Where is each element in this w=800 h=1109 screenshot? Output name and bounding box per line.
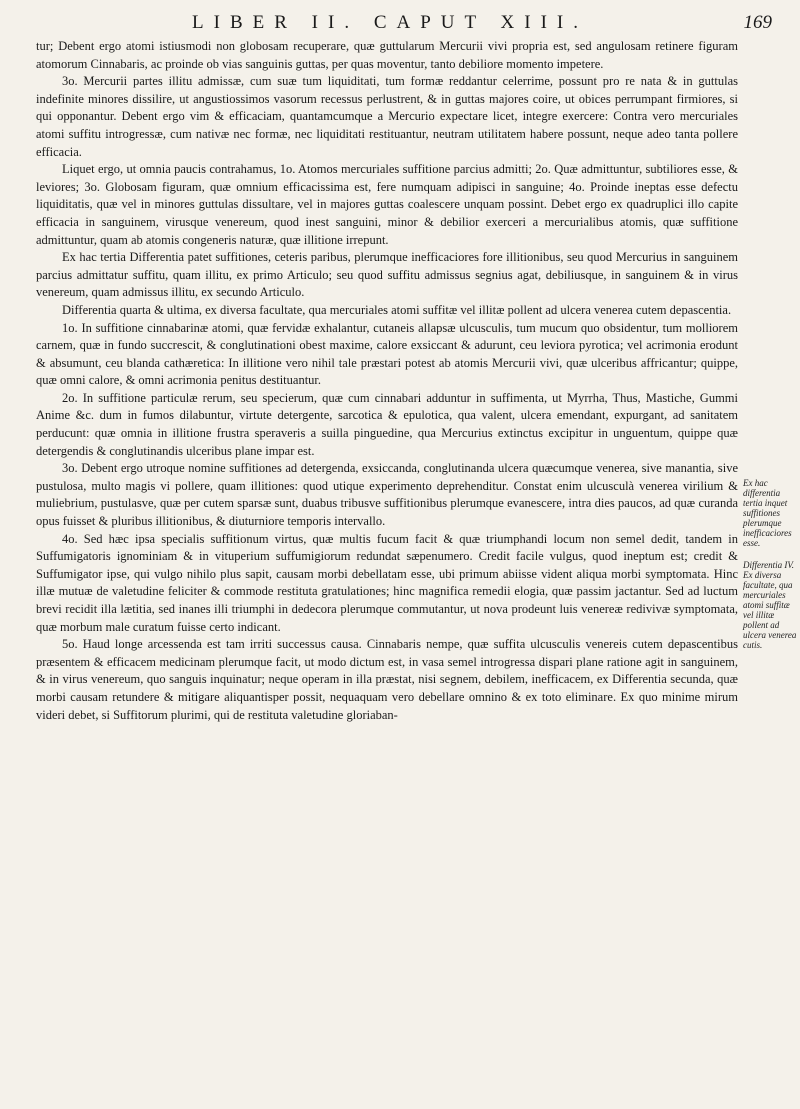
paragraph: Liquet ergo, ut omnia paucis contrahamus, 1o. Atomos mercuriales suffitione parcius admitti; 2o. Quæ admittuntur, subtiliores esse, & leviores; 3o. Globosam figuram, quæ omnium efficacissima est, fere numquam adipisci in sanguine; 4o. Proinde ineptas esse defectu liquiditatis, quæ vel in minores guttulas dissultare, vel in majores guttas coalescere unquam possint. Debet ergo ex quadruplici illo capite efficacia in sanguinem, virusque venereum, quod inest sanguini, minor & debilior exerceri a mercurialibus atomis, quæ suffitione admittuntur, quam ab atomis congeneris naturæ, quæ illitione irrepunt. [36, 162, 738, 247]
paragraph: Differentia quarta & ultima, ex diversa facultate, qua mercuriales atomi suffitæ vel illitæ pollent ad ulcera venerea cutem depascentia. [62, 302, 732, 317]
margin-note: Differentia IV. Ex diversa facultate, qua mercuriales atomi suffitæ vel illitæ pollent ad ulcera venerea cutis. [743, 560, 797, 650]
margin-note: Ex hac differentia tertia inquet suffitiones plerumque inefficaciores esse. [743, 478, 792, 548]
body-text [36, 38, 738, 724]
paragraph: 4o. Sed hæc ipsa specialis suffitionum virtus, quæ multis fucum facit & quæ triumphandi locum non semel dedit, tandem in Suffumigatoris ignominiam & in vituperium suffumigiorum redundat sæpenumero. Credit facile vulgus, quod ineptum est; credit & Suffumigator ipse, qui vulgo nihilo plus sapit, causam morbi debellatam esse, ubi primum abiisse vident aliqua morbi symptomata. Hinc illæ mutuæ de valetudine feliciter & commode restituta gratulationes; hinc magnifica remedii elogia, quæ passim jactantur. Sed ad luctum brevi recidit illa lætitia, sed inanes illi triumphi in dedecora plerumque commutantur, ut nova prodeunt luis venereæ redivivæ symptomata, quæ morbum male curatum fuisse certo indicant. [36, 531, 738, 634]
page-number: 169 [743, 12, 772, 33]
paragraph: 2o. In suffitione particulæ rerum, seu specierum, quæ cum cinnabari adduntur in suffimenta, ut Myrrha, Thus, Mastiche, Gummi Anime &c. dum in fumos dilabuntur, virtute detergente, sarcotica & epulotica, qua valent, ulcera emendant, expurgant, ad sanitatem perducunt: quæ omnia in illitione frustra speraveris a suilla pinguedine, qua Mercurius extinctus excipitur in unguentum, quippe quæ detergendis & conglutinandis ulceribus plane impar est. [36, 390, 738, 458]
running-head: LIBER II. CAPUT XIII. [192, 12, 588, 33]
paragraph: Ex hac tertia Differentia patet suffitiones, ceteris paribus, plerumque inefficaciores fore illitionibus, seu quod Mercurius in sanguinem parcius admittatur suffitu, quam illitu, ex primo Articulo; seu quod suffitu admissus segnius agat, debiliusque, in sanguinem & in virus venereum, quam admissus illitu, ex secundo Articulo. [36, 250, 738, 300]
paragraph: 1o. In suffitione cinnabarinæ atomi, quæ fervidæ exhalantur, cutaneis allapsæ ulcusculis, tum mucum quo obsidentur, tum molliorem carnem, quæ in fundo succrescit, & conglutinationi obest maxime, calore exsiccant & adurunt, ceu leviora pyrotica; vel acrimonia erodunt & absumunt, ceu blanda cathæretica: In illitione vero nihil tale præstari potest ab atomis Mercurii vivi, quæ ulceribus affricantur; quippe, quæ omni calore, & omni acrimonia penitus destituantur. [36, 320, 738, 388]
paragraph: 5o. Haud longe arcessenda est tam irriti successus causa. Cinnabaris nempe, quæ suffita ulcusculis venereis cutem depascentibus præsentem & efficacem medicinam plerumque facit, ut modo dictum est, in vasa semel introgressa dispari plane ratione agit in sanguinem, & in virus venereum, quo sanguis inquinatur; neque operam in illa præstat, nisi segnem, debilem, inefficacem, ex Differentia secunda, quæ morbi causam retundere & mitigare aliquantisper possit, nequaquam vero debellare omnino & ex toto eliminare. Ex quo minime mirum videri debet, si Suffitorum plurimi, qui de restituta valetudine gloriaban- [36, 637, 738, 722]
page-header [60, 12, 772, 38]
paragraph: tur; Debent ergo atomi istiusmodi non globosam recuperare, quæ guttularum Mercurii vivi propria est, sed angulosam retinere figuram atomorum Cinnabaris, ac proinde ob vias sanguinis guttas, per quas moventur, tanto debiliore momento impetere. [36, 39, 738, 71]
paragraph: 3o. Debent ergo utroque nomine suffitiones ad detergenda, exsiccanda, conglutinanda ulcera quæcumque venerea, sive manantia, sive pustulosa, multo magis vi pollere, quam illitiones: quod utique experimento deprehenditur. Constat enim ulcusculà venerea virilium & muliebrium, pustulasve, quæ per cutem sparsæ sunt, duabus tribusve suffitionibus plerumque evanescere, intra dies paucos, ad quæ curanda opus fuisset & pluribus illitionibus, & diuturniore temporis intervallo. [36, 461, 738, 529]
paragraph: 3o. Mercurii partes illitu admissæ, cum suæ tum liquiditati, tum formæ reddantur celerrime, possunt pro re nata & in guttulas indefinite minores dissilire, ut angustiossimos vasorum recessus perlustrent, & in guttas majores coire, ut obices perrumpant firmiores, si qui opponantur. Debent ergo vim & efficaciam, quantamcumque a Mercurio expectare licet, integre exercere: Contra vero mercuriales atomi suffitu introgressæ, cum nativæ nec formæ, nec liquiditati restituantur, neutram utilitatem habere possunt, neque adeo tanta pollere efficacia. [36, 74, 738, 159]
